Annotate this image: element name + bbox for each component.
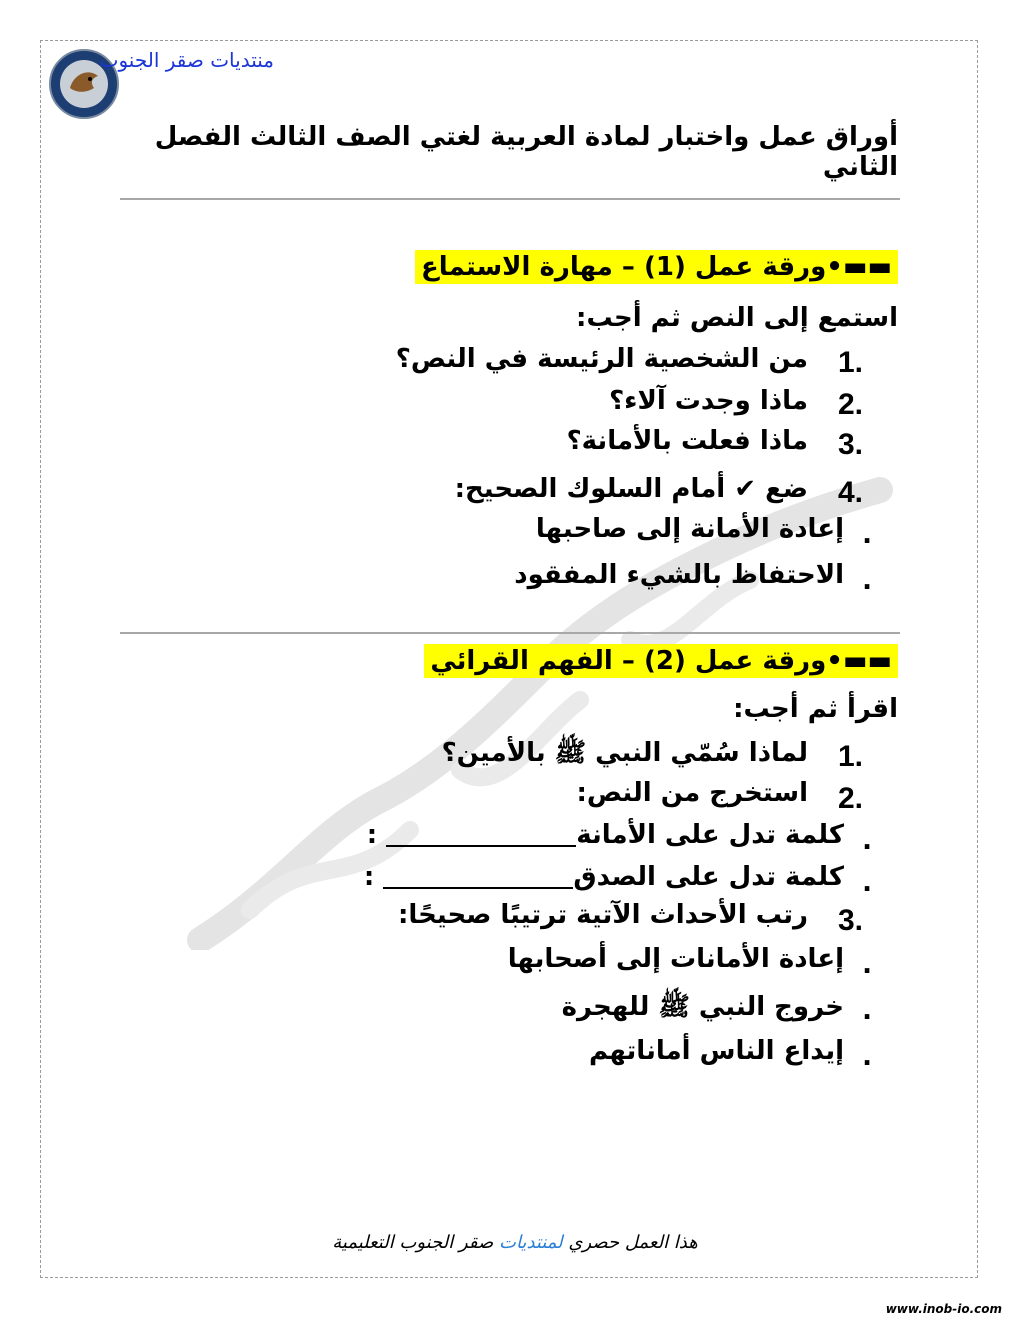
footer-credit (300, 1232, 730, 1253)
sheet1-q2-number: 2. (838, 388, 864, 421)
sheet1-option-2: الاحتفاظ بالشيء المفقود (514, 560, 844, 590)
bullet: . (862, 996, 872, 1026)
sheet1-q1-number: 1. (838, 346, 864, 379)
footer-text-after: صقر الجنوب التعليمية (332, 1232, 494, 1253)
sheet1-option-1: إعادة الأمانة إلى صاحبها (535, 514, 844, 544)
answer-blank[interactable] (383, 867, 573, 889)
divider-middle (120, 632, 900, 634)
sheet2-heading-highlight (424, 644, 898, 678)
sheet1-q4-number: 4. (838, 476, 864, 509)
bullet: . (862, 1042, 872, 1072)
sheet1-heading (415, 252, 898, 282)
bullet: . (862, 520, 872, 550)
divider-top (120, 198, 900, 200)
sheet2-q1-text: لماذا سُمّي النبي ﷺ بالأمين؟ (441, 738, 808, 768)
sheet1-q3-text: ماذا فعلت بالأمانة؟ (566, 426, 808, 456)
sheet1-q2-text: ماذا وجدت آلاء؟ (609, 386, 808, 416)
sheet1-instruction: استمع إلى النص ثم أجب: (576, 303, 898, 333)
arrow-icon: ▬▬• (826, 252, 892, 282)
extract-label: كلمة تدل على الأمانة (576, 820, 844, 850)
extract-colon: : (363, 862, 375, 892)
event-3: إيداع الناس أماناتهم (588, 1036, 844, 1066)
bullet: . (862, 868, 872, 898)
sheet2-q2-text: استخرج من النص: (576, 778, 808, 808)
sheet1-q1-text: من الشخصية الرئيسة في النص؟ (395, 344, 808, 374)
sheet2-instruction: اقرأ ثم أجب: (733, 694, 898, 724)
sheet1-q3-number: 3. (838, 428, 864, 461)
page-title: أوراق عمل واختبار لمادة العربية لغتي الصف الثالث الفصل الثاني (154, 122, 898, 182)
sheet2-heading (424, 646, 898, 676)
bullet: . (862, 950, 872, 980)
sheet2-q1-number: 1. (838, 740, 864, 773)
sheet2-q3-text: رتب الأحداث الآتية ترتيبًا صحيحًا: (397, 900, 808, 930)
footer-link[interactable]: لمنتديات (499, 1232, 563, 1253)
sheet1-heading-text: ورقة عمل (1) – مهارة الاستماع (421, 252, 827, 282)
sheet2-q2-number: 2. (838, 782, 864, 815)
sheet1-heading-highlight (415, 250, 898, 284)
answer-blank[interactable] (386, 825, 576, 847)
event-1: إعادة الأمانات إلى أصحابها (507, 944, 844, 974)
extract-label: كلمة تدل على الصدق (573, 862, 844, 892)
extract-row-1 (367, 820, 844, 850)
sheet1-q4-text: ضع ✔ أمام السلوك الصحيح: (454, 474, 808, 504)
sheet2-heading-text: ورقة عمل (2) – الفهم القرائي (430, 646, 827, 676)
site-url[interactable]: www.inob-io.com (885, 1302, 1002, 1316)
sheet2-q3-number: 3. (838, 904, 864, 937)
bullet: . (862, 826, 872, 856)
forum-name: منتديات صقر الجنوب (99, 48, 274, 72)
extract-colon: : (366, 820, 378, 850)
extract-row-2 (364, 862, 844, 892)
arrow-icon: ▬▬• (826, 646, 892, 676)
event-2: خروج النبي ﷺ للهجرة (561, 992, 844, 1022)
footer-text-before: هذا العمل حصري (568, 1232, 698, 1253)
bullet: . (862, 566, 872, 596)
